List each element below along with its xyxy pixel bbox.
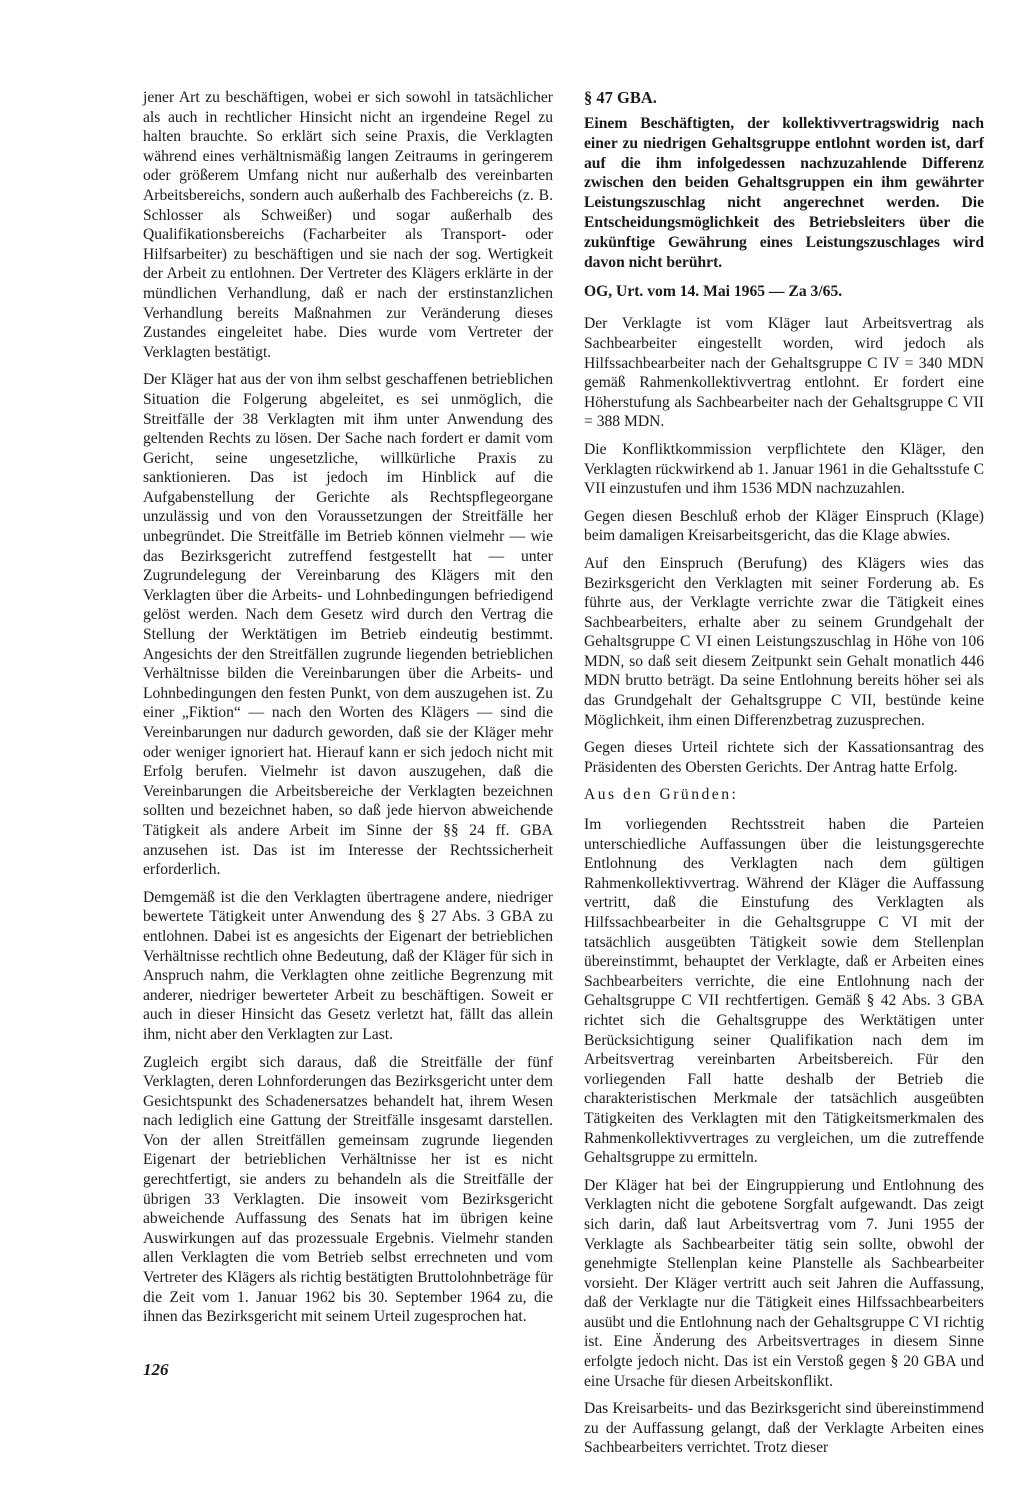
- left-column: [143, 88, 553, 1335]
- paragraph: Die Konfliktkommission verpflichtete den Kläger, den Verklagten rückwirkend ab 1. Januar 1961 in die Gehaltsstufe C VII einzustufen und ihm 1536 MDN nachzuzahlen.: [584, 440, 984, 498]
- paragraph: Zugleich ergibt sich daraus, daß die Streitfälle der fünf Verklagten, deren Lohnforderungen das Bezirksgericht unter dem Gesichtspunkt des Schadenersatzes behandelt hat, ihrem Wesen nach lediglich eine Gattung der Streitfälle insgesamt darstellen. Von der allen Streitfällen gemeinsam zugrunde liegenden Eigenart der betrieblichen Verhältnisse her ist es nicht gerechtfertigt, sie anders zu behandeln als die Streitfälle der übrigen 33 Verklagten. Die insoweit vom Bezirksgericht abweichende Auffassung des Senats hat im übrigen keine Auswirkungen auf das prozessuale Ergebnis. Vielmehr standen allen Verklagten die vom Betrieb selbst errechneten und vom Vertreter des Klägers als richtig bestätigten Bruttolohnbeträge für die Zeit vom 1. Januar 1962 bis 30. September 1964 zu, die ihnen das Bezirksgericht mit seinem Urteil zugesprochen hat.: [143, 1053, 553, 1326]
- paragraph: Demgemäß ist die den Verklagten übertragene andere, niedriger bewertete Tätigkeit unter Anwendung des § 27 Abs. 3 GBA zu entlohnen. Dabei ist es angesichts der Eigenart der betrieblichen Verhältnisse rechtlich ohne Bedeutung, daß der Kläger für sich in Anspruch nahm, die Verklagten ohne zeitliche Begrenzung mit anderer, niedriger bewerteter Arbeit zu beschäftigen. Soweit er auch in dieser Hinsicht das Gesetz verletzt hat, fällt das allein ihm, nicht aber den Verklagten zur Last.: [143, 888, 553, 1043]
- section-heading: § 47 GBA.: [584, 88, 657, 107]
- paragraph: Der Kläger hat bei der Eingruppierung und Entlohnung des Verklagten nicht die gebotene Sorgfalt aufgewandt. Das zeigt sich darin, daß laut Arbeitsvertrag vom 7. Juni 1955 der Verklagte als Sachbearbeiter tätig sein sollte, obwohl der genehmigte Stellenplan keine Planstelle als Sachbearbeiter vorsieht. Der Kläger vertritt auch seit Jahren die Auffassung, daß der Verklagte nur die Tätigkeit eines Hilfssachbearbeiters ausübt und die Entlohnung nach der Gehaltsgruppe C VI richtig ist. Eine Änderung des Arbeitsvertrages in diesem Sinne erfolgte jedoch nicht. Das ist ein Verstoß gegen § 20 GBA und eine Ursache für diesen Arbeitskonflikt.: [584, 1176, 984, 1390]
- page-number: 126: [143, 1360, 169, 1379]
- case-citation: OG, Urt. vom 14. Mai 1965 — Za 3/65.: [584, 283, 843, 301]
- reasons-heading: Aus den Gründen:: [584, 786, 739, 804]
- right-column: [584, 88, 984, 1466]
- paragraph: jener Art zu beschäftigen, wobei er sich sowohl in tatsächlicher als auch in rechtlicher Hinsicht nicht an irgendeine Regel zu halten brauchte. So erklärt sich seine Praxis, die Verklagten während eines verhältnismäßig langen Zeitraums in geringerem oder größerem Umfang nicht nur außerhalb des vereinbarten Arbeitsbereichs, sondern auch außerhalb des Fachbereichs (z. B. Schlosser als Schweißer) und sogar außerhalb des Qualifikationsbereichs (Facharbeiter als Transport- oder Hilfsarbeiter) zu beschäftigen und sie nach der sog. Wertigkeit der Arbeit zu entlohnen. Der Vertreter des Klägers erklärte in der mündlichen Verhandlung, daß er nach der erstinstanzlichen Verhandlung bereits Maßnahmen zur Veränderung dieses Zustandes eingeleitet habe. Dies wurde vom Vertreter der Verklagten bestätigt.: [143, 89, 553, 361]
- paragraph: Gegen diesen Beschluß erhob der Kläger Einspruch (Klage) beim damaligen Kreisarbeitsgericht, das die Klage abwies.: [584, 507, 984, 545]
- paragraph: Im vorliegenden Rechtsstreit haben die Parteien unterschiedliche Auffassungen über die leistungsgerechte Entlohnung des Verklagten nach dem gültigen Rahmenkollektivvertrag. Während der Kläger die Auffassung vertritt, daß die Einstufung des Verklagten als Hilfssachbearbeiter in die Gehaltsgruppe C VI mit der tatsächlich ausgeübten Tätigkeit sowie dem Stellenplan übereinstimmt, behauptet der Verklagte, daß er Arbeiten eines Sachbearbeiters verrichte, die eine Entlohnung nach der Gehaltsgruppe C VII rechtfertigen. Gemäß § 42 Abs. 3 GBA richtet sich die Gehaltsgruppe des Werktätigen unter Berücksichtigung seiner Qualifikation nach dem im Arbeitsvertrag vereinbarten Arbeitsbereich. Für den vorliegenden Fall hatte deshalb der Betrieb die charakteristischen Merkmale der tatsächlich ausgeübten Tätigkeiten des Verklagten mit den Tätigkeitsmerkmalen des Rahmenkollektivvertrages zu vergleichen, um die zutreffende Gehaltsgruppe zu ermitteln.: [584, 816, 984, 1167]
- paragraph: Gegen dieses Urteil richtete sich der Kassationsantrag des Präsidenten des Obersten Gerichts. Der Antrag hatte Erfolg.: [584, 739, 984, 776]
- paragraph: Auf den Einspruch (Berufung) des Klägers wies das Bezirksgericht den Verklagten mit seiner Forderung ab. Es führte aus, der Verklagte verrichte zwar die Tätigkeit eines Sachbearbeiters, erhalte aber zu seinem Grundgehalt der Gehaltsgruppe C VI einen Leistungszuschlag in Höhe von 106 MDN, so daß seit diesem Zeitpunkt sein Gehalt monatlich 446 MDN brutto beträgt. Da seine Entlohnung bereits höher sei als das Grundgehalt der Gehaltsgruppe C VII, bestünde keine Möglichkeit, ihm einen Differenzbetrag zuzusprechen.: [584, 554, 984, 729]
- headnote: Einem Beschäftigten, der kollektivvertragswidrig nach einer zu niedrigen Gehaltsgruppe entlohnt worden ist, darf auf die ihm infolgedessen nachzuzahlende Differenz zwischen den beiden Gehaltsgruppen ein ihm gewährter Leistungszuschlag nicht angerechnet werden. Die Entscheidungsmöglichkeit des Betriebsleiters über die zukünftige Gewährung eines Leistungszuschlages wird davon nicht berührt.: [584, 115, 984, 271]
- paragraph: Der Verklagte ist vom Kläger laut Arbeitsvertrag als Sachbearbeiter eingestellt worden, wird jedoch als Hilfssachbearbeiter nach der Gehaltsgruppe C IV = 340 MDN gemäß Rahmenkollektivvertrag entlohnt. Er fordert eine Höherstufung als Sachbearbeiter nach der Gehaltsgruppe C VII = 388 MDN.: [584, 315, 984, 431]
- paragraph: Der Kläger hat aus der von ihm selbst geschaffenen betrieblichen Situation die Folgerung abgeleitet, es sei unmöglich, die Streitfälle der 38 Verklagten mit ihm unter Anwendung des geltenden Rechts zu lösen. Der Sache nach fordert er damit vom Gericht, seine ungesetzliche, willkürliche Praxis zu sanktionieren. Das ist jedoch im Hinblick auf die Aufgabenstellung der Gerichte als Rechtspflegeorgane unzulässig und von den Voraussetzungen der Streitfälle her unbegründet. Die Streitfälle im Betrieb können vielmehr — wie das Bezirksgericht zutreffend festgestellt hat — unter Zugrundelegung der Vereinbarung des Klägers mit den Verklagten über die Arbeits- und Lohnbedingungen befriedigend gelöst werden. Nach dem Gesetz wird durch den Vertrag die Stellung der Werktätigen im Betrieb eindeutig bestimmt. Angesichts der den Streitfällen zugrunde liegenden betrieblichen Verhältnisse bilden die Vereinbarungen über die Arbeits- und Lohnbedingungen den festen Punkt, von dem auszugehen ist. Zu einer „Fiktion“ — nach den Worten des Klägers — sind die Vereinbarungen nur dadurch geworden, daß sie der Kläger mehr oder weniger ignoriert hat. Hierauf kann er sich jedoch nicht mit Erfolg berufen. Vielmehr ist davon auszugehen, daß die Vereinbarungen die Arbeitsbereiche der Verklagten bezeichnen sollten und bezeichnet haben, so daß jede hiervon abweichende Tätigkeit als andere Arbeit im Sinne der §§ 24 ff. GBA anzusehen ist. Das ist im Interesse der Rechtssicherheit erforderlich.: [143, 371, 553, 879]
- paragraph: Das Kreisarbeits- und das Bezirksgericht sind übereinstimmend zu der Auffassung gelangt, daß der Verklagte Arbeiten eines Sachbearbeiters verrichtet. Trotz dieser: [584, 1400, 984, 1457]
